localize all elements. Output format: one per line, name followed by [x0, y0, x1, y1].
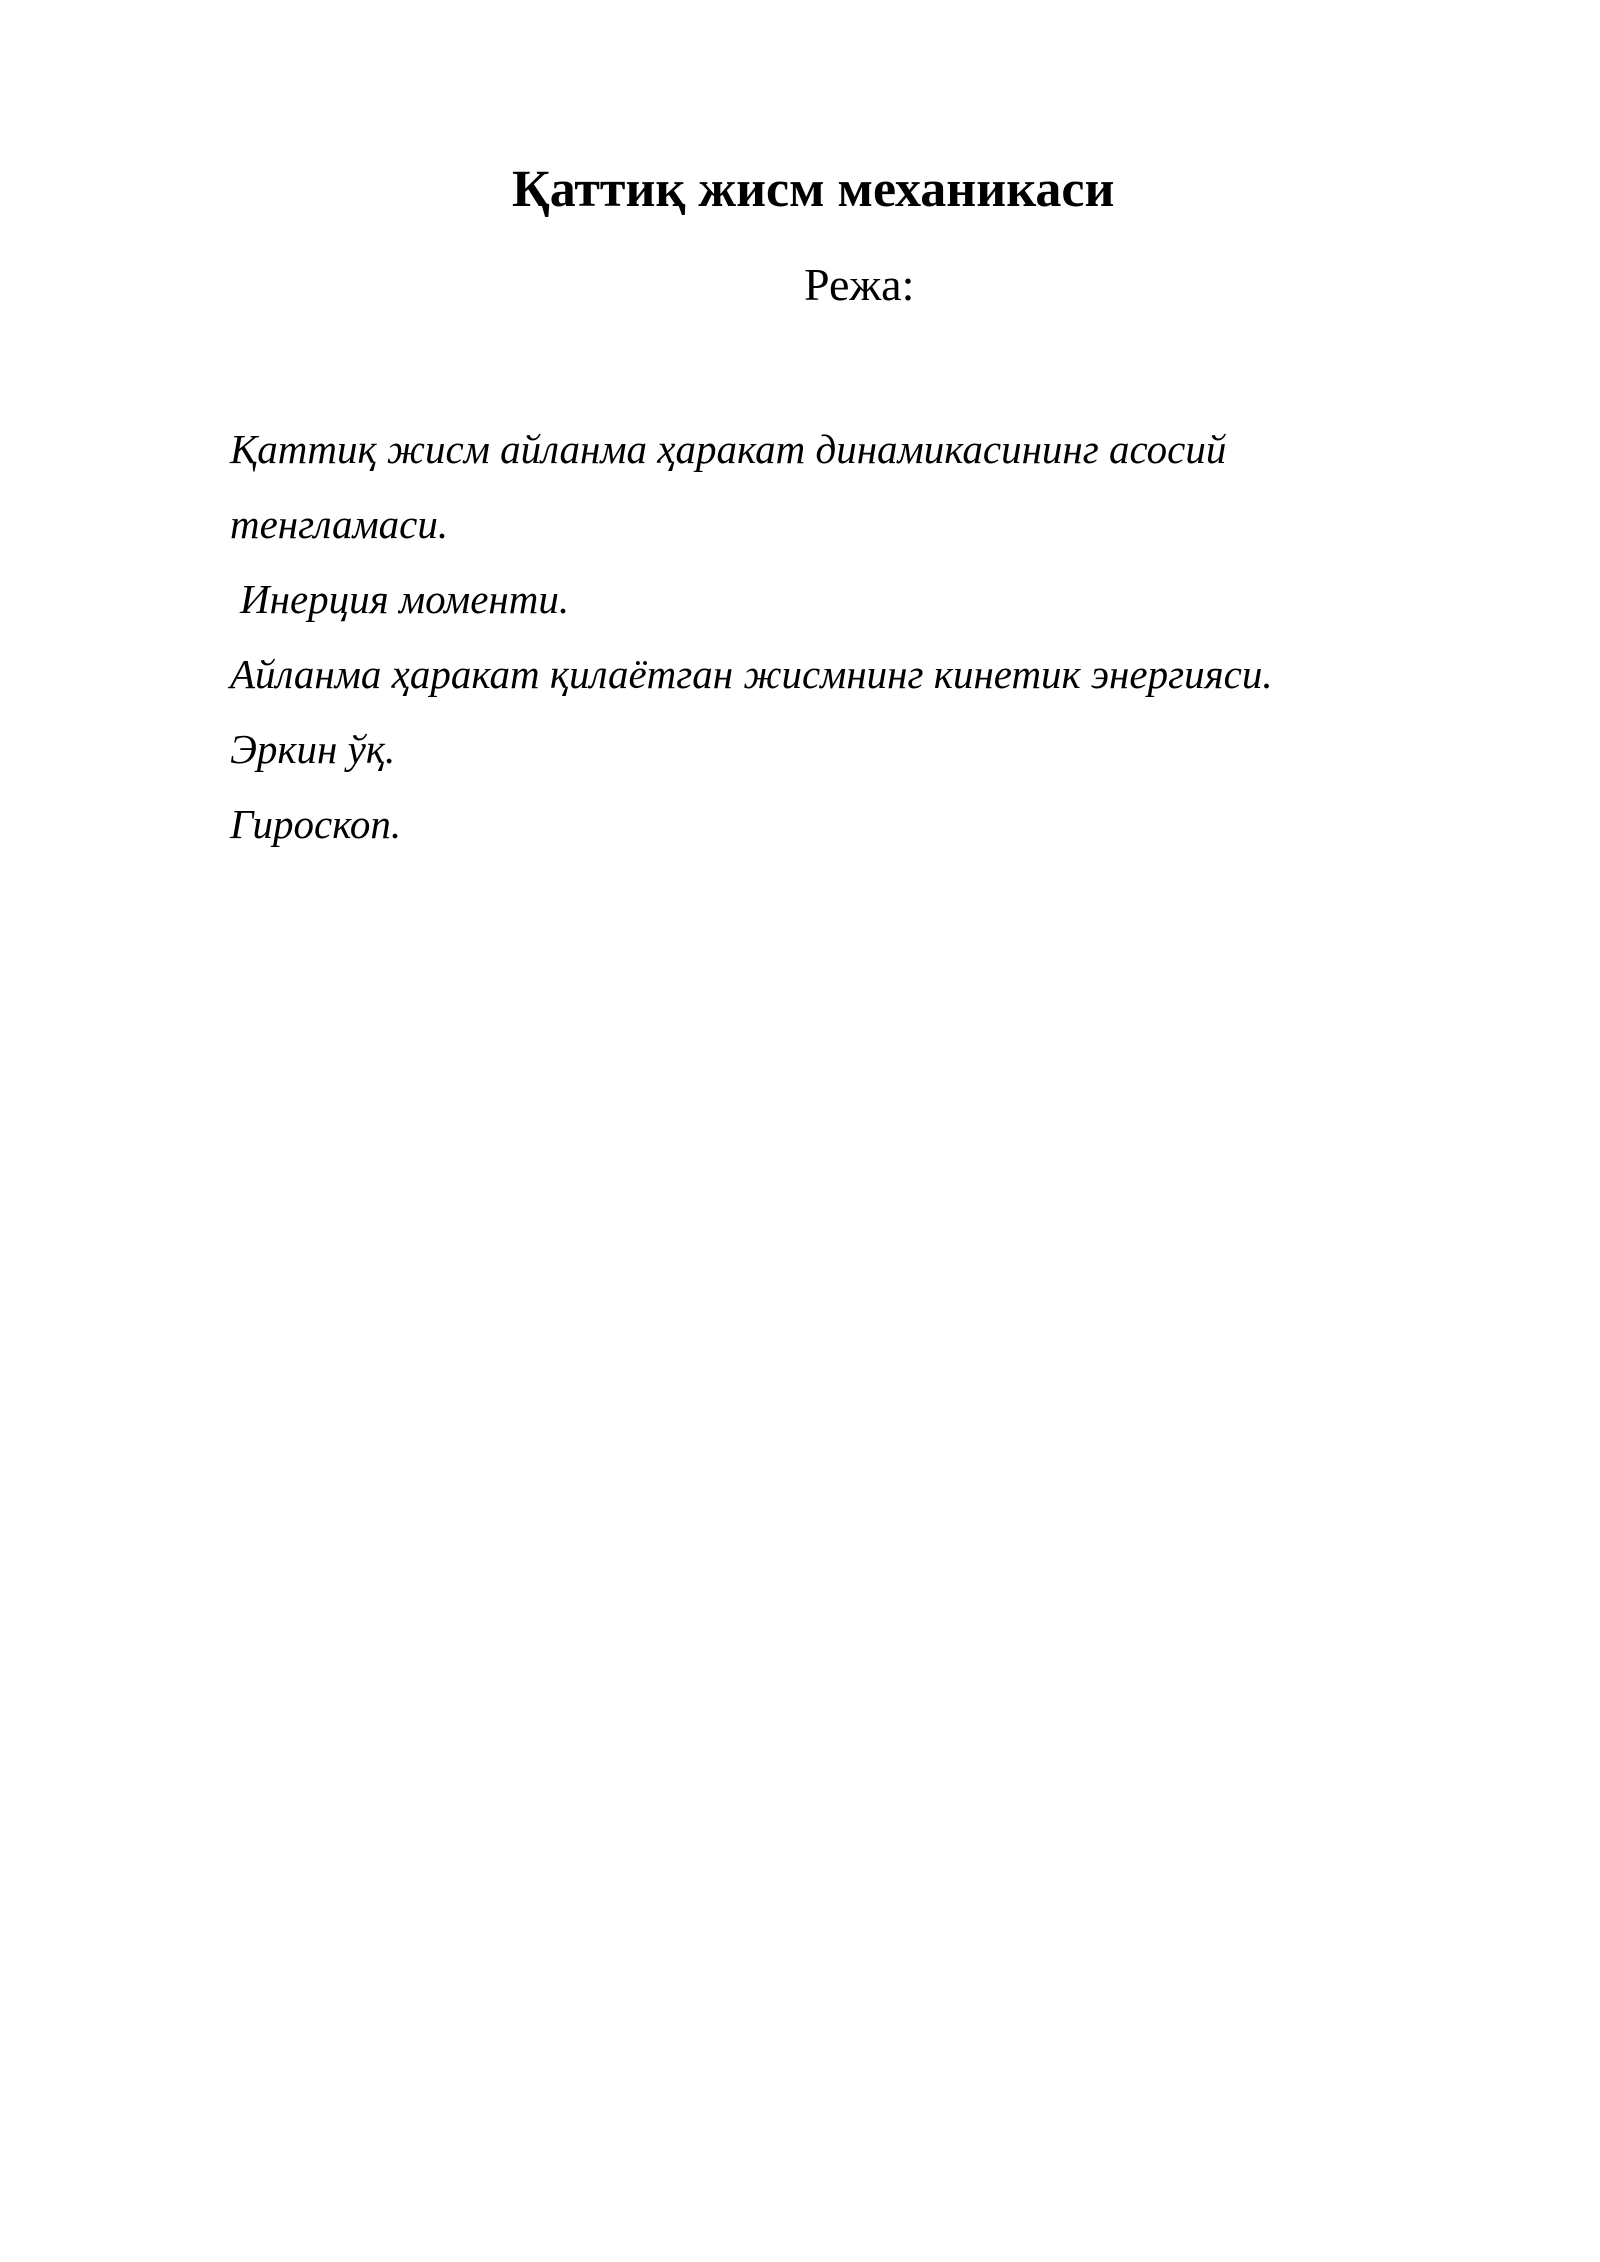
plan-item: Қаттиқ жисм айланма ҳаракат динамикасининг асосий	[230, 426, 1227, 472]
plan-item: Гироскоп.	[230, 801, 402, 847]
plan-item: Инерция моменти.	[240, 576, 570, 622]
document-title: Қаттиқ жисм механикаси	[512, 161, 1115, 218]
plan-item: Эркин ўқ.	[230, 726, 396, 772]
plan-item-continuation: тенгламаси.	[230, 501, 449, 547]
plan-list	[230, 412, 1390, 862]
plan-item: Айланма ҳаракат қилаётган жисмнинг кинетик энергияси.	[230, 651, 1273, 697]
plan-heading: Режа:	[804, 259, 915, 310]
